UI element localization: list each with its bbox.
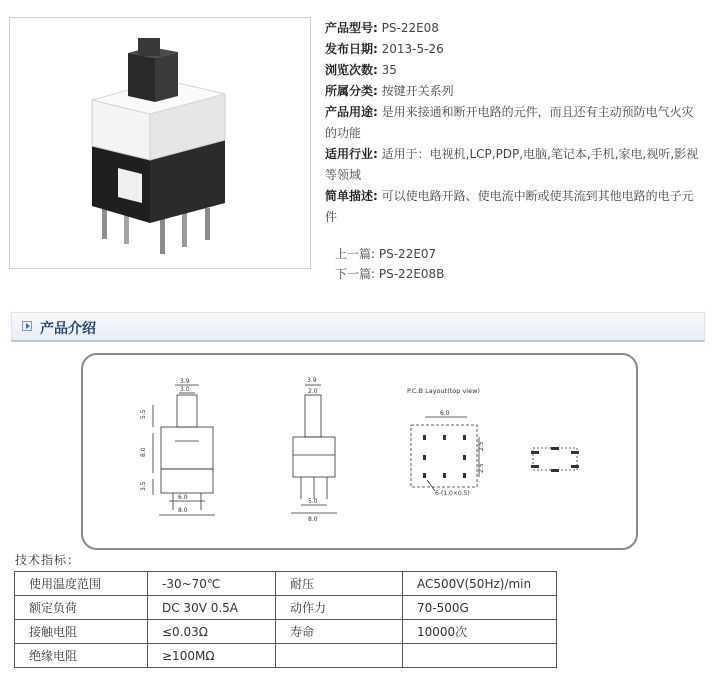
table-row: 使用温度范围 -30~70℃ 耐压 AC500V(50Hz)/min bbox=[15, 572, 557, 596]
info-row-category: 所属分类: 按键开关系列 bbox=[325, 84, 454, 98]
dim-front-3: 5.5 bbox=[140, 409, 147, 419]
section-header bbox=[11, 312, 705, 342]
technical-drawing bbox=[81, 353, 638, 550]
pcb-note: 6-(1.0×0.5) bbox=[435, 490, 470, 497]
info-row-description: 简单描述: 可以使电路开路、使电流中断或使其流到其他电路的电子元件 bbox=[325, 189, 694, 224]
prev-link[interactable]: PS-22E07 bbox=[378, 247, 437, 261]
dim-front-2: 3.0 bbox=[180, 386, 190, 393]
pcb-layout bbox=[411, 417, 479, 491]
prev-next-nav bbox=[335, 244, 444, 284]
side-view bbox=[291, 385, 337, 513]
pcb-dim-3: 2.5 bbox=[478, 463, 485, 473]
dim-front-7: 8.0 bbox=[178, 507, 188, 514]
push-switch-image bbox=[10, 18, 310, 268]
specs-table bbox=[14, 571, 557, 668]
pcb-dim-1: 6.0 bbox=[440, 410, 450, 417]
product-info bbox=[325, 18, 703, 228]
table-row: 额定负荷 DC 30V 0.5A 动作力 70-500G bbox=[15, 596, 557, 620]
pcb-dim-2: 2.5 bbox=[478, 441, 485, 451]
dim-front-4: 8.0 bbox=[140, 447, 147, 457]
info-row-model: 产品型号: PS-22E08 bbox=[325, 21, 439, 35]
section-arrow-icon bbox=[22, 321, 32, 331]
section-title: 产品介绍 bbox=[40, 321, 96, 337]
info-row-industry: 适用行业: 适用于：电视机,LCP,PDP,电脑,笔记本,手机,家电,视听,影视等领域 bbox=[325, 147, 699, 182]
dim-side-3: 5.0 bbox=[308, 498, 318, 505]
dim-side-4: 8.0 bbox=[308, 516, 318, 523]
dim-front-1: 3.9 bbox=[180, 378, 190, 385]
next-link[interactable]: PS-22E08B bbox=[378, 267, 445, 281]
table-row: 接触电阻 ≤0.03Ω 寿命 10000次 bbox=[15, 620, 557, 644]
dim-front-5: 3.5 bbox=[140, 481, 147, 491]
prev-item: 上一篇: PS-22E07 bbox=[335, 247, 437, 261]
table-row: 绝缘电阻 ≥100MΩ bbox=[15, 644, 557, 668]
dim-side-1: 3.9 bbox=[307, 377, 317, 384]
dim-front-6: 6.0 bbox=[178, 494, 188, 501]
pcb-title: P.C.B Layout(top view) bbox=[407, 387, 480, 395]
dim-side-2: 2.0 bbox=[308, 388, 318, 395]
next-item: 下一篇: PS-22E08B bbox=[335, 267, 445, 281]
info-row-views: 浏览次数: 35 bbox=[325, 63, 397, 77]
pin-pattern bbox=[531, 447, 579, 472]
product-photo bbox=[9, 17, 311, 269]
info-row-usage: 产品用途: 是用来接通和断开电路的元件，而且还有主动预防电气火灾的功能 bbox=[325, 105, 694, 140]
specs-label: 技术指标： bbox=[15, 553, 81, 567]
info-row-date: 发布日期: 2013-5-26 bbox=[325, 42, 444, 56]
